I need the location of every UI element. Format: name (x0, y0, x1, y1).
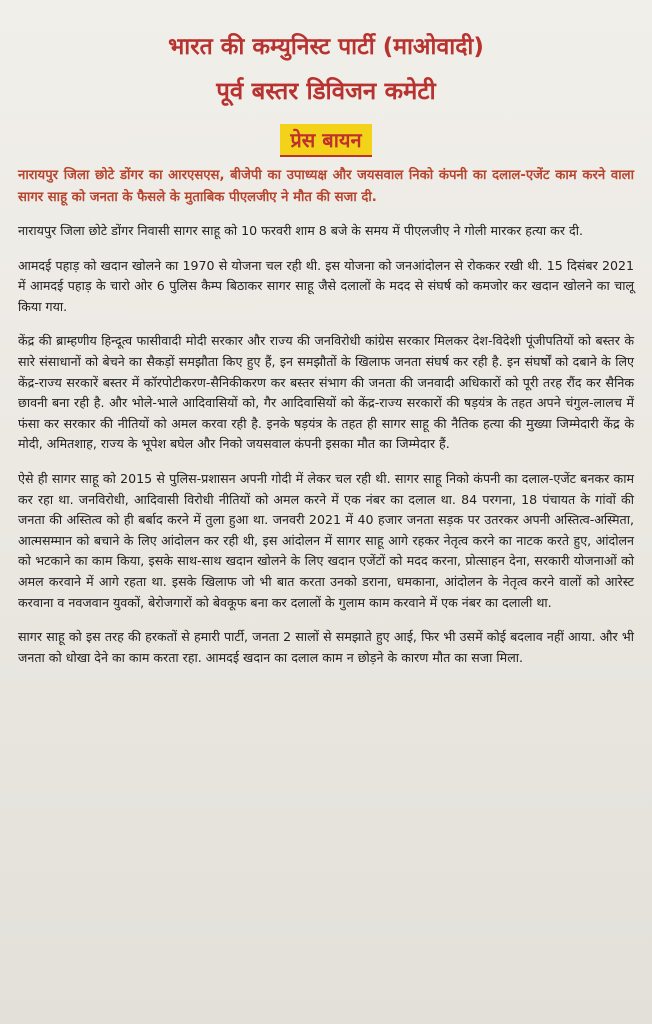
paragraph-2: आमदई पहाड़ को खदान खोलने का 1970 से योजना चल रही थी. इस योजना को जनआंदोलन से रोककर रखी थी. 15 दिसंबर 2021 में आमदई पहाड़ के चारो ओर 6 पुलिस कैम्प बिठाकर सागर साहू जैसे दलालों के मदद से संघर्ष को कमजोर कर खदान खोलने का चालू किया गया. (18, 257, 634, 314)
paragraph-4: ऐसे ही सागर साहू को 2015 से पुलिस-प्रशासन अपनी गोदी में लेकर चल रही थी. सागर साहू निको कंपनी का दलाल-एजेंट बनकर काम कर रहा था. जनविरोधी, आदिवासी विरोधी नीतियों को अमल करने में एक नंबर का दलाल था. 84 परगना, 18 पंचायत के गांवों की जनता की अस्तित्व को ही बर्बाद करने में तुला हुआ था. जनवरी 2021 में 40 हजार जनता सड़क पर उतरकर अपनी अस्तित्व-अस्मिता, आत्मसम्मान को बचाने के लिए आंदोलन कर रही थी, इस आंदोलन में सागर साहू आगे रहकर नेतृत्व करने का नाटक करते हुए, आंदोलन को भटकाने का काम किया, इसके साथ-साथ खदान खोलने के लिए खदान एजेंटों को मदद करना, प्रोत्साहन देना, सरकारी योजनाओं को अमल करवाने में आगे रहता था. इसके खिलाफ जो भी बात करता उनको डराना, धमकाना, आंदोलन के नेतृत्व करने वालों को आरेस्ट करवाना व नवजवान युवकों, बेरोजगारों को बेवकूफ बना कर दलालों के गुलाम काम करवाने में एक नंबर का दलाली था. (18, 470, 634, 610)
party-title: भारत की कम्युनिस्ट पार्टी (माओवादी) (168, 34, 484, 60)
paragraph-3: केंद्र की ब्राम्हणीय हिन्दूत्व फासीवादी मोदी सरकार और राज्य की जनविरोधी कांग्रेस सरकार मिलकर देश-विदेशी पूंजीपतियों को बस्तर के सारे संसाधानों को बेचने का सैकड़ों समझौता किए हुए हैं, इन समझौतों के खिलाफ जनता संघर्ष कर रही है. इन संघर्षों को दबाने के लिए केंद्र-राज्य सरकारें बस्तर में कॉरपोटीकरण-सैनिकीकरण कर बस्तर संभाग की जनता की जनवादी अधिकारों को पूरी तरह रौंद कर सैनिक छावनी बना रही है. और भोले-भाले आदिवासियों को, गैर आदिवासियों को केंद्र-राज्य सरकारों की षड़यंत्र के तहत अपने चंगुल-लालच में फंसा कर सरकार की नीतियों को अमल करवा रही है. इनके षड़यंत्र के तहत ही सागर साहू की नैतिक हत्या की मुख्या जिम्मेदारी केंद्र के मोदी, अमितशाह, राज्य के भूपेश बघेल और निको जयसवाल कंपनी इसका मौत का जिम्मेदार हैं. (18, 333, 634, 452)
lead-summary: नारायपुर जिला छोटे डोंगर का आरएसएस, बीजेपी का उपाध्यक्ष और जयसवाल निको कंपनी का दलाल-एजेंट काम करने वाला सागर साहू को जनता के फैसले के मुताबिक पीएलजीए ने मौत की सजा दी. (18, 168, 634, 205)
paragraph-1: नारायपुर जिला छोटे डोंगर निवासी सागर साहू को 10 फरवरी शाम 8 बजे के समय में पीएलजीए ने गोली मारकर हत्या कर दी. (18, 223, 583, 238)
press-statement-badge: प्रेस बायन (280, 124, 371, 157)
paragraph-5: सागर साहू को इस तरह की हरकतों से हमारी पार्टी, जनता 2 सालों से समझाते हुए आई, फिर भी उसमें कोई बदलाव नहीं आया. और भी जनता को धोखा देने का काम करता रहा. आमदई खदान का दलाल काम न छोड़ने के कारण मौत का सजा मिला. (18, 629, 634, 665)
badge-wrap (18, 124, 634, 157)
committee-title: पूर्व बस्तर डिविजन कमेटी (216, 77, 436, 105)
